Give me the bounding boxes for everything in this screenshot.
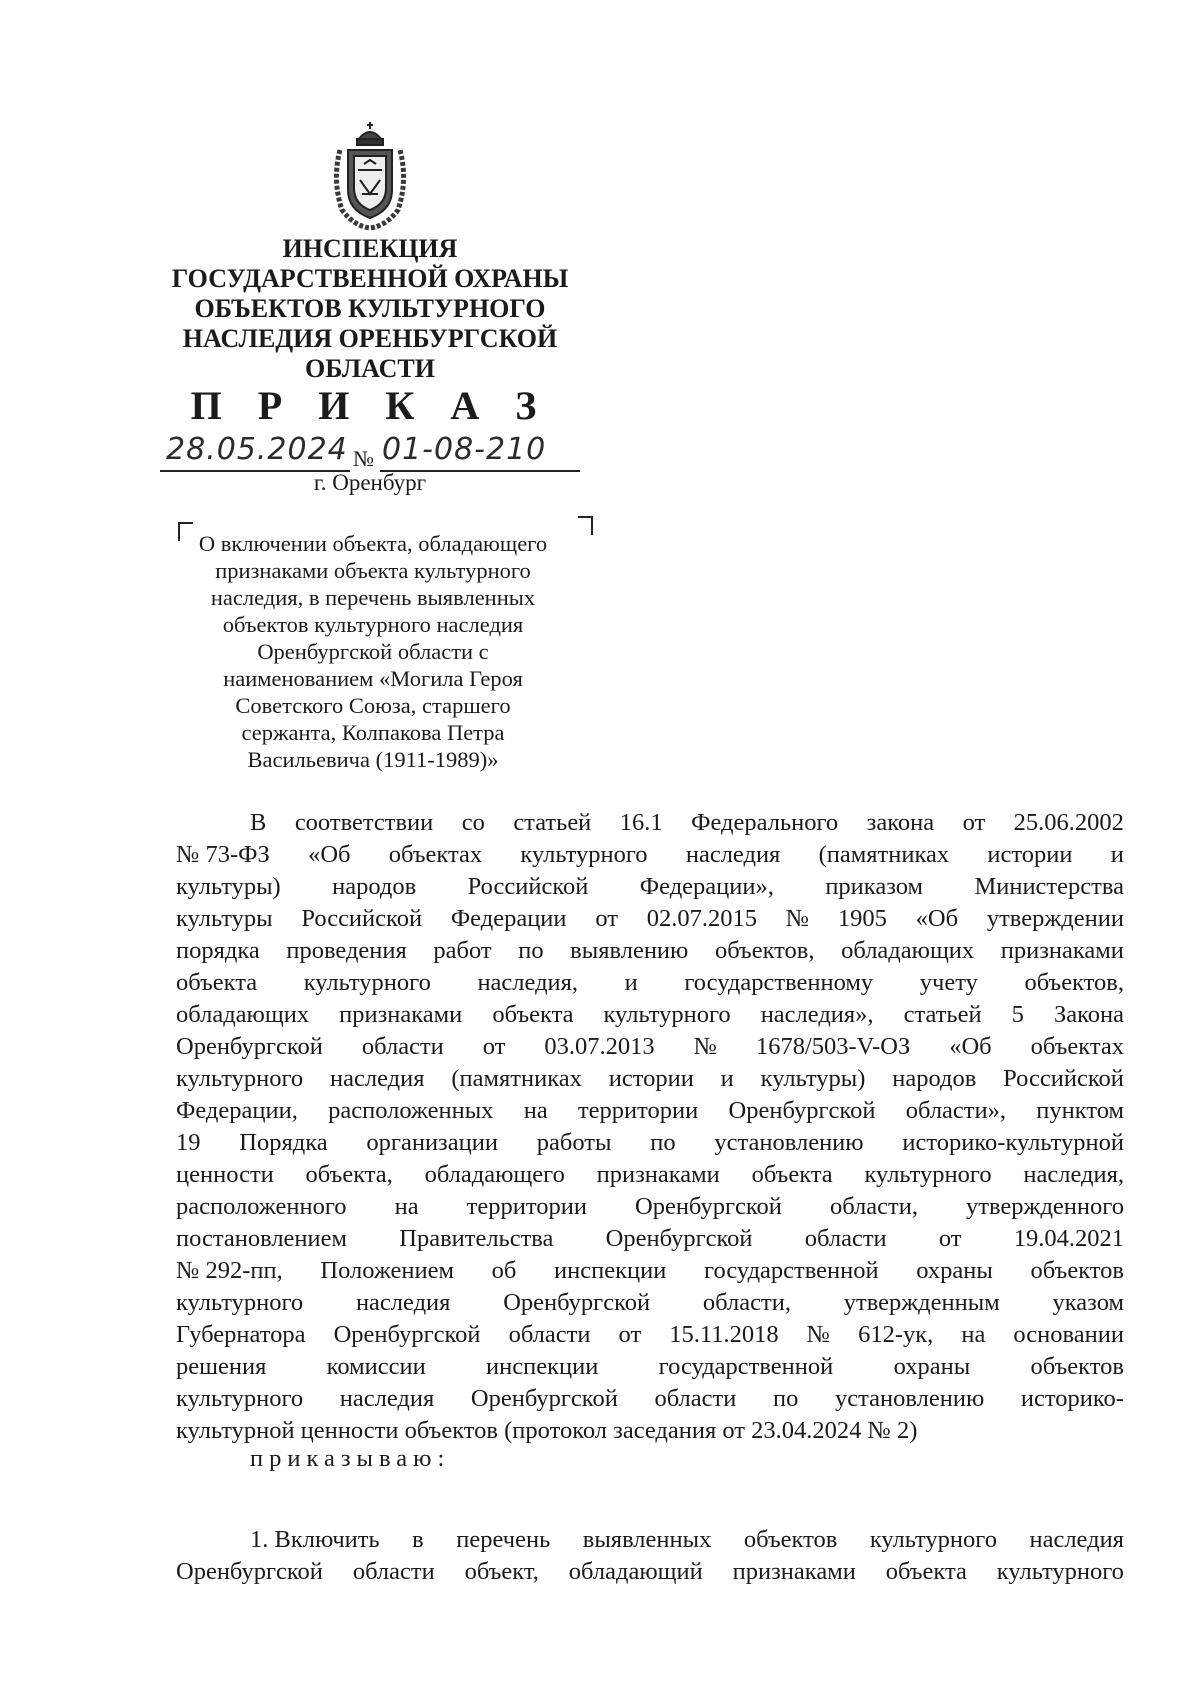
body-line <box>176 1383 1124 1415</box>
body-word: соответствии <box>294 809 434 836</box>
order-item-1 <box>176 1524 1124 1588</box>
body-word: работы <box>536 1129 612 1156</box>
body-word: 1905 <box>837 905 887 932</box>
body-word: статьей <box>513 809 592 836</box>
body-word: наследия», <box>760 1001 874 1028</box>
body-line <box>176 1319 1124 1351</box>
body-word: государственной <box>658 1353 834 1380</box>
body-line <box>176 967 1124 999</box>
body-line <box>176 1223 1124 1255</box>
body-line <box>176 1191 1124 1223</box>
item1-word: выявленных <box>582 1526 712 1553</box>
body-word: учету <box>919 969 978 996</box>
item1-word: перечень <box>456 1526 551 1553</box>
body-word: по <box>650 1129 676 1156</box>
body-word: историко- <box>1020 1385 1124 1412</box>
body-word: Оренбургской <box>503 1289 651 1316</box>
body-word: на <box>961 1321 986 1348</box>
organization-name <box>160 234 580 384</box>
subject-line: объектов культурного наследия <box>222 612 524 637</box>
body-line <box>176 1351 1124 1383</box>
item1-word: в <box>412 1526 424 1553</box>
body-word: обладающих <box>176 1001 310 1028</box>
body-word: и <box>1110 841 1124 868</box>
body-word: от <box>938 1225 962 1252</box>
body-word: Министерства <box>974 873 1124 900</box>
body-line <box>176 1287 1124 1319</box>
body-word: установлению <box>835 1385 985 1412</box>
body-word: объектах <box>388 841 483 868</box>
body-word: культурного <box>303 969 431 996</box>
body-word: Положением <box>320 1257 454 1284</box>
subject-line: Оренбургской области с <box>257 639 489 664</box>
subject-line: признаками объекта культурного <box>215 558 531 583</box>
body-word: области <box>804 1225 887 1252</box>
body-line <box>176 999 1124 1031</box>
body-word: решения <box>176 1353 267 1380</box>
body-word: объектов, <box>714 937 815 964</box>
body-word: расположенного <box>176 1193 347 1220</box>
body-word: наследия <box>330 1065 425 1092</box>
body-word: наследия, <box>477 969 579 996</box>
handwritten-date: 28.05.2024 <box>166 432 348 467</box>
org-line: ИНСПЕКЦИЯ <box>282 234 458 263</box>
body-word: порядка <box>176 937 260 964</box>
body-word: Российской <box>301 905 423 932</box>
body-word: по <box>518 937 544 964</box>
subject-line: наследия, в перечень выявленных <box>210 585 536 610</box>
body-line <box>176 807 1124 839</box>
body-word: области <box>654 1385 737 1412</box>
subject-line: О включении объекта, обладающего <box>198 531 548 556</box>
item1-word: наследия <box>1029 1526 1124 1553</box>
body-word: объектов <box>1030 1257 1124 1284</box>
body-word: культуры) <box>760 1065 866 1092</box>
body-word: 19 <box>176 1129 201 1156</box>
body-line <box>176 935 1124 967</box>
body-word: по <box>773 1385 799 1412</box>
body-word: «Об <box>949 1033 992 1060</box>
body-word: культурного <box>176 1385 304 1412</box>
body-word: государственному <box>684 969 874 996</box>
body-word: 16.1 <box>619 809 663 836</box>
org-line: ОБЛАСТИ <box>305 354 435 383</box>
body-word: Федерального <box>691 809 839 836</box>
body-word: утверждении <box>986 905 1124 932</box>
body-word: пунктом <box>1036 1097 1124 1124</box>
body-word: области <box>361 1033 444 1060</box>
coat-of-arms-emblem <box>330 120 410 232</box>
body-word: от <box>618 1321 642 1348</box>
body-word: государственной <box>704 1257 879 1284</box>
body-word: наследия <box>685 841 781 868</box>
body-word: области <box>508 1321 591 1348</box>
body-word: со <box>461 809 485 836</box>
body-word: культурной ценности объектов (протокол заседания от 23.04.2024 № 2) <box>176 1417 918 1444</box>
body-word: народов <box>892 1065 977 1092</box>
item1-word: 1. Включить <box>250 1526 380 1553</box>
body-word: ценности <box>176 1161 274 1188</box>
body-word: от <box>595 905 618 932</box>
body-word: объекта, <box>305 1161 393 1188</box>
body-word: инспекции <box>554 1257 667 1284</box>
body-word: на <box>523 1097 548 1124</box>
body-word: охраны <box>893 1353 971 1380</box>
item1-word: обладающий <box>568 1558 703 1585</box>
body-word: проведения <box>286 937 407 964</box>
handwritten-number: 01-08-210 <box>382 432 547 467</box>
body-word: культурного <box>520 841 648 868</box>
body-word: объектах <box>1030 1033 1124 1060</box>
subject-line: сержанта, Колпакова Петра <box>241 720 505 745</box>
body-word: и <box>624 969 638 996</box>
item1-word: области <box>352 1558 435 1585</box>
org-line: НАСЛЕДИЯ ОРЕНБУРГСКОЙ <box>182 324 558 353</box>
body-word: территории <box>577 1097 699 1124</box>
body-word: истории <box>987 841 1073 868</box>
body-word: 1678/503-V-ОЗ <box>755 1033 911 1060</box>
body-word: указом <box>1052 1289 1124 1316</box>
body-word: инспекции <box>486 1353 599 1380</box>
body-word: 02.07.2015 <box>646 905 757 932</box>
subject-line: Васильевича (1911-1989)» <box>247 747 499 772</box>
body-word: закона <box>866 809 935 836</box>
body-word: 19.04.2021 <box>1013 1225 1124 1252</box>
body-word: «Об <box>915 905 959 932</box>
city: г. Оренбург <box>313 470 427 495</box>
body-word: Порядка <box>239 1129 328 1156</box>
body-word: работ <box>433 937 492 964</box>
body-word: наследия <box>355 1289 451 1316</box>
body-word: объектов, <box>1024 969 1124 996</box>
body-word: Российской <box>467 873 589 900</box>
decree-word: приказываю: <box>250 1445 451 1472</box>
item1-word: Оренбургской <box>176 1558 323 1585</box>
document-type-title: П Р И К А З <box>190 383 550 428</box>
item1-word: культурного <box>996 1558 1124 1585</box>
body-word: Федерации», <box>639 873 774 900</box>
order-subject <box>178 530 568 773</box>
body-word: охраны <box>916 1257 993 1284</box>
body-word: объектов <box>1030 1353 1124 1380</box>
body-word: историко-культурной <box>902 1129 1124 1156</box>
body-word: на <box>394 1193 419 1220</box>
body-word: 15.11.2018 <box>669 1321 779 1348</box>
item1-line <box>176 1556 1124 1588</box>
body-word: «Об <box>308 841 351 868</box>
body-word: № <box>785 905 810 932</box>
body-word: области, <box>829 1193 918 1220</box>
body-word: Российской <box>1003 1065 1124 1092</box>
body-word: 5 <box>1011 1001 1024 1028</box>
item1-word: объекта <box>885 1558 967 1585</box>
number-sign: № <box>353 446 374 471</box>
body-line <box>176 903 1124 935</box>
body-word: Закона <box>1053 1001 1124 1028</box>
body-word: выявлению <box>570 937 689 964</box>
body-word: 612-ук, <box>858 1321 934 1348</box>
body-line <box>176 1031 1124 1063</box>
body-word: 25.06.2002 <box>1013 809 1124 836</box>
body-word: Правительства <box>399 1225 554 1252</box>
body-word: Федерации, <box>176 1097 298 1124</box>
body-word: признаками <box>596 1161 720 1188</box>
date-number-line <box>160 432 580 472</box>
body-word: объекта <box>492 1001 574 1028</box>
body-word: об <box>491 1257 517 1284</box>
body-word: постановлением <box>176 1225 348 1252</box>
body-word: обладающих <box>841 937 975 964</box>
body-word: наследия <box>339 1385 435 1412</box>
body-line <box>176 1159 1124 1191</box>
body-word: объекта <box>751 1161 833 1188</box>
org-line: ОБЪЕКТОВ КУЛЬТУРНОГО <box>194 294 546 323</box>
body-word: установлению <box>714 1129 864 1156</box>
body-word: Оренбургской <box>470 1385 618 1412</box>
org-line: ГОСУДАРСТВЕННОЙ ОХРАНЫ <box>171 264 569 293</box>
subject-line: Советского Союза, старшего <box>235 693 511 718</box>
body-word: территории <box>466 1193 587 1220</box>
body-line <box>176 1127 1124 1159</box>
body-word: Оренбургской <box>605 1225 753 1252</box>
body-word: (памятниках <box>451 1065 582 1092</box>
body-word: народов <box>332 873 417 900</box>
body-line <box>176 1095 1124 1127</box>
body-word: № <box>806 1321 831 1348</box>
body-word: культурного <box>603 1001 731 1028</box>
subject-bracket-right <box>578 516 593 535</box>
body-word: (памятниках <box>818 841 950 868</box>
body-word: № 73-ФЗ <box>176 841 270 868</box>
body-word: обладающего <box>424 1161 565 1188</box>
body-word: утвержденного <box>966 1193 1124 1220</box>
item1-word: признаками <box>732 1558 856 1585</box>
item1-line <box>176 1524 1124 1556</box>
body-word: приказом <box>825 873 924 900</box>
body-word: утвержденным <box>843 1289 1000 1316</box>
item1-word: объектов <box>743 1526 838 1553</box>
body-word: Оренбургской <box>728 1097 876 1124</box>
body-word: В <box>250 809 267 836</box>
body-word: признаками <box>339 1001 463 1028</box>
body-word: № 292-пп, <box>176 1257 283 1284</box>
body-line <box>176 839 1124 871</box>
body-word: расположенных <box>328 1097 494 1124</box>
body-word: культуры <box>176 905 273 932</box>
body-word: основании <box>1013 1321 1124 1348</box>
body-word: Федерации <box>450 905 567 932</box>
body-word: Губернатора <box>176 1321 306 1348</box>
preamble-paragraph <box>176 807 1124 1447</box>
body-line <box>176 871 1124 903</box>
body-word: признаками <box>1000 937 1124 964</box>
body-word: и <box>720 1065 734 1092</box>
subject-line: наименованием «Могила Героя <box>223 666 523 691</box>
body-word: комиссии <box>326 1353 426 1380</box>
body-word: Оренбургской <box>176 1033 323 1060</box>
body-word: истории <box>608 1065 694 1092</box>
body-word: культурного <box>864 1161 992 1188</box>
item1-word: объект, <box>464 1558 539 1585</box>
item1-word: культурного <box>869 1526 997 1553</box>
body-word: области, <box>702 1289 791 1316</box>
body-word: Оренбургской <box>635 1193 782 1220</box>
body-line <box>176 1415 1124 1447</box>
body-word: культурного <box>176 1289 304 1316</box>
body-word: области», <box>905 1097 1006 1124</box>
body-word: от <box>482 1033 506 1060</box>
body-word: от <box>962 809 986 836</box>
body-word: культурного <box>176 1065 304 1092</box>
body-word: Оренбургской <box>333 1321 481 1348</box>
body-word: статьей <box>903 1001 982 1028</box>
body-word: наследия, <box>1023 1161 1124 1188</box>
body-word: объекта <box>176 969 258 996</box>
body-line <box>176 1255 1124 1287</box>
body-word: 03.07.2013 <box>544 1033 655 1060</box>
body-line <box>176 1063 1124 1095</box>
body-word: № <box>693 1033 717 1060</box>
body-word: культуры) <box>176 873 281 900</box>
body-word: организации <box>366 1129 498 1156</box>
